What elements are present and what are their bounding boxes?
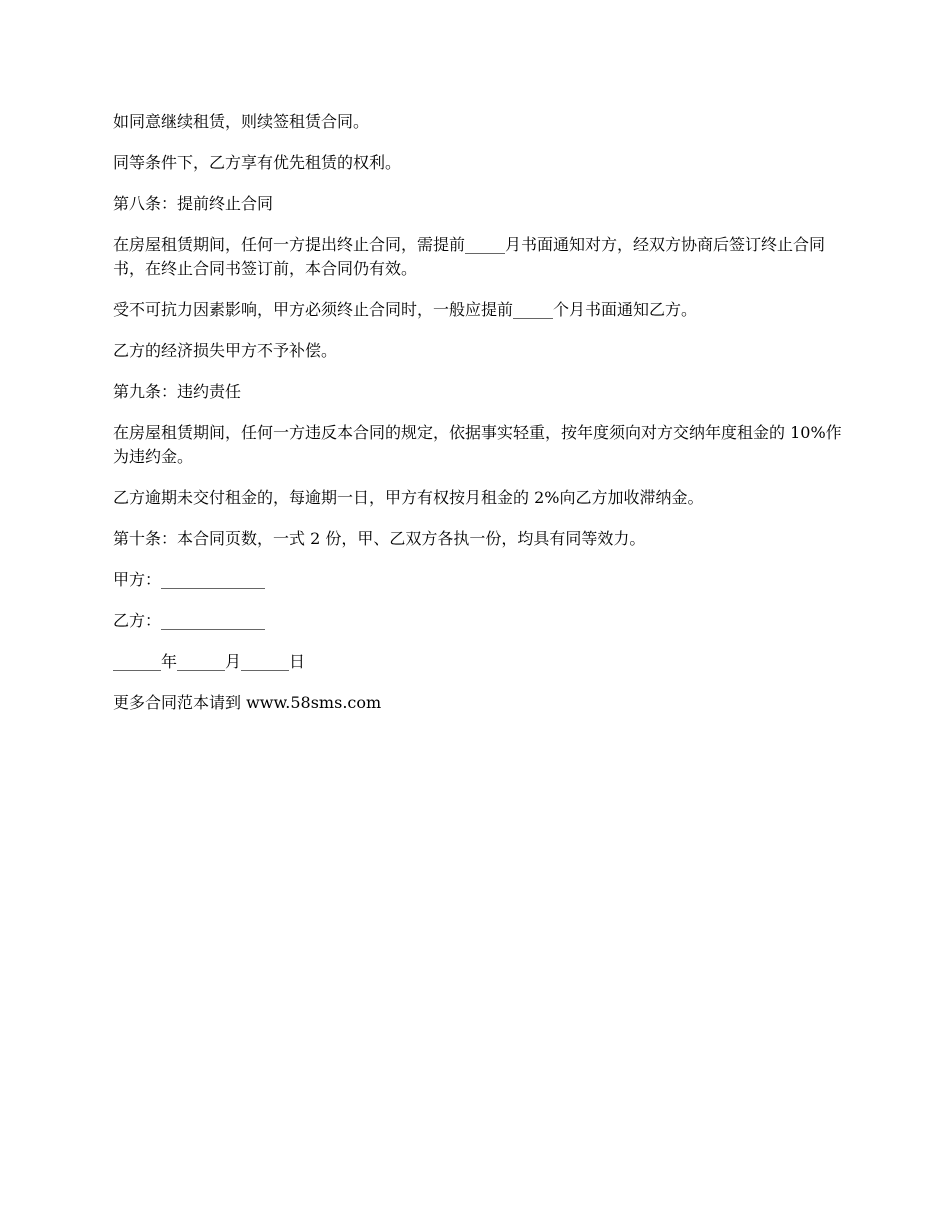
- signature-party-b: 乙方：_____________: [113, 611, 266, 630]
- paragraph-renewal: 如同意继续租赁，则续签租赁合同。: [113, 112, 370, 131]
- paragraph-priority-lease: 同等条件下，乙方享有优先租赁的权利。: [113, 153, 402, 172]
- signature-date: ______年______月______日: [113, 652, 306, 671]
- paragraph-breach-penalty: 在房屋租赁期间，任何一方违反本合同的规定，依据事实轻重，按年度须向对方交纳年度租金的 10%作为违约金。: [113, 423, 842, 466]
- signature-party-a: 甲方：_____________: [113, 570, 266, 589]
- paragraph-force-majeure: 受不可抗力因素影响，甲方必须终止合同时，一般应提前_____个月书面通知乙方。: [113, 300, 698, 319]
- document-body: [113, 110, 843, 732]
- heading-article-8: 第八条：提前终止合同: [113, 194, 274, 213]
- paragraph-no-compensation: 乙方的经济损失甲方不予补偿。: [113, 341, 338, 360]
- footer-more-templates: 更多合同范本请到 www.58sms.com: [113, 693, 382, 712]
- paragraph-early-termination: 在房屋租赁期间，任何一方提出终止合同，需提前_____月书面通知对方，经双方协商后签订终止合同书，在终止合同书签订前，本合同仍有效。: [113, 235, 826, 278]
- heading-article-9: 第九条：违约责任: [113, 382, 242, 401]
- paragraph-late-fee: 乙方逾期未交付租金的，每逾期一日，甲方有权按月租金的 2%向乙方加收滞纳金。: [113, 488, 704, 507]
- heading-article-10: 第十条：本合同页数，一式 2 份，甲、乙双方各执一份，均具有同等效力。: [113, 529, 646, 548]
